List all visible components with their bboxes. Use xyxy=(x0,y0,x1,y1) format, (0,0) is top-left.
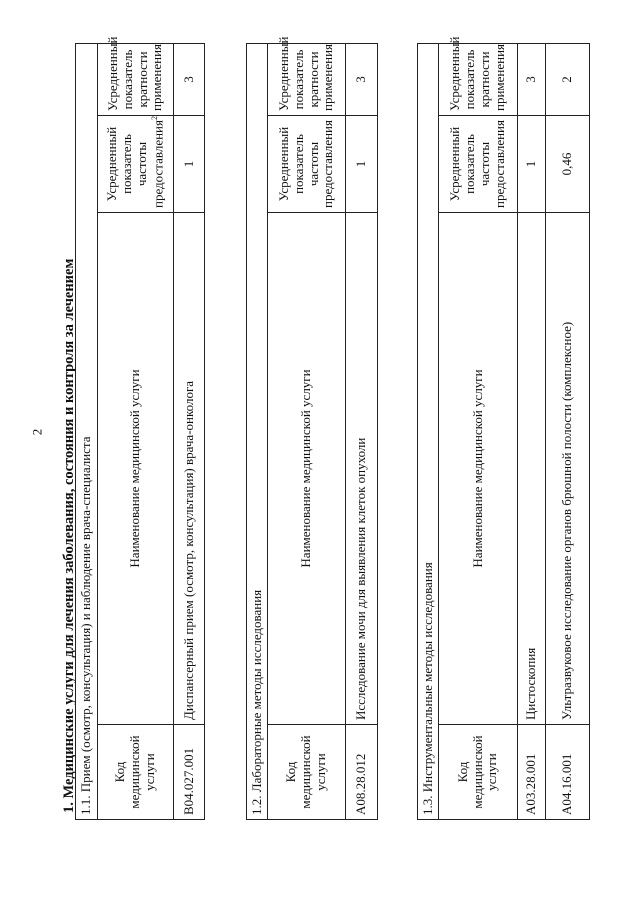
header-frequency: Усредненный показатель частоты предоставления xyxy=(439,116,518,213)
header-name: Наименование медицинской услуги xyxy=(439,213,518,725)
header-code: Код медицинской услуги xyxy=(268,725,346,820)
cell-name: Диспансерный прием (осмотр, консультация) врача-онколога xyxy=(174,213,205,725)
cell-name: Исследование мочи для выявления клеток опухоли xyxy=(346,213,378,725)
cell-multiplicity: 2 xyxy=(546,43,590,115)
header-frequency: Усредненный показатель частоты предоставления xyxy=(268,116,346,213)
header-name: Наименование медицинской услуги xyxy=(98,213,174,725)
cell-frequency: 0,46 xyxy=(546,116,590,213)
cell-frequency: 1 xyxy=(518,116,546,213)
page-number: 2 xyxy=(29,428,45,436)
table-1-3 xyxy=(417,36,590,820)
header-multiplicity: Усредненный показатель кратности применения xyxy=(268,43,346,115)
table-1-1 xyxy=(75,36,205,820)
cell-frequency: 1 xyxy=(174,116,205,213)
header-code: Код медицинской услуги xyxy=(98,725,174,820)
cell-code: B04.027.001 xyxy=(174,725,205,820)
cell-code: A08.28.012 xyxy=(346,725,378,820)
cell-name: Ультразвуковое исследование органов брюшной полости (комплексное) xyxy=(546,213,590,725)
header-multiplicity: Усредненный показатель кратности применения xyxy=(439,43,518,115)
table-subtitle: 1.3. Инструментальные методы исследования xyxy=(418,43,439,819)
header-frequency: Усредненный показатель частоты предоставления$^2$ xyxy=(98,116,174,213)
section-heading: 1. Медицинские услуги для лечения заболевания, состояния и контроля за лечением xyxy=(61,258,77,813)
cell-multiplicity: 3 xyxy=(346,43,378,115)
header-code: Код медицинской услуги xyxy=(439,725,518,820)
table-1-2 xyxy=(246,36,378,820)
cell-code: A04.16.001 xyxy=(546,725,590,820)
table-subtitle: 1.1. Прием (осмотр, консультация) и наблюдение врача-специалиста xyxy=(76,43,98,819)
table-subtitle: 1.2. Лабораторные методы исследования xyxy=(247,43,268,819)
cell-name: Цистоскопия xyxy=(518,213,546,725)
header-name: Наименование медицинской услуги xyxy=(268,213,346,725)
cell-frequency: 1 xyxy=(346,116,378,213)
header-multiplicity: Усредненный показатель кратности применения xyxy=(98,43,174,115)
cell-multiplicity: 3 xyxy=(174,43,205,115)
cell-code: A03.28.001 xyxy=(518,725,546,820)
cell-multiplicity: 3 xyxy=(518,43,546,115)
